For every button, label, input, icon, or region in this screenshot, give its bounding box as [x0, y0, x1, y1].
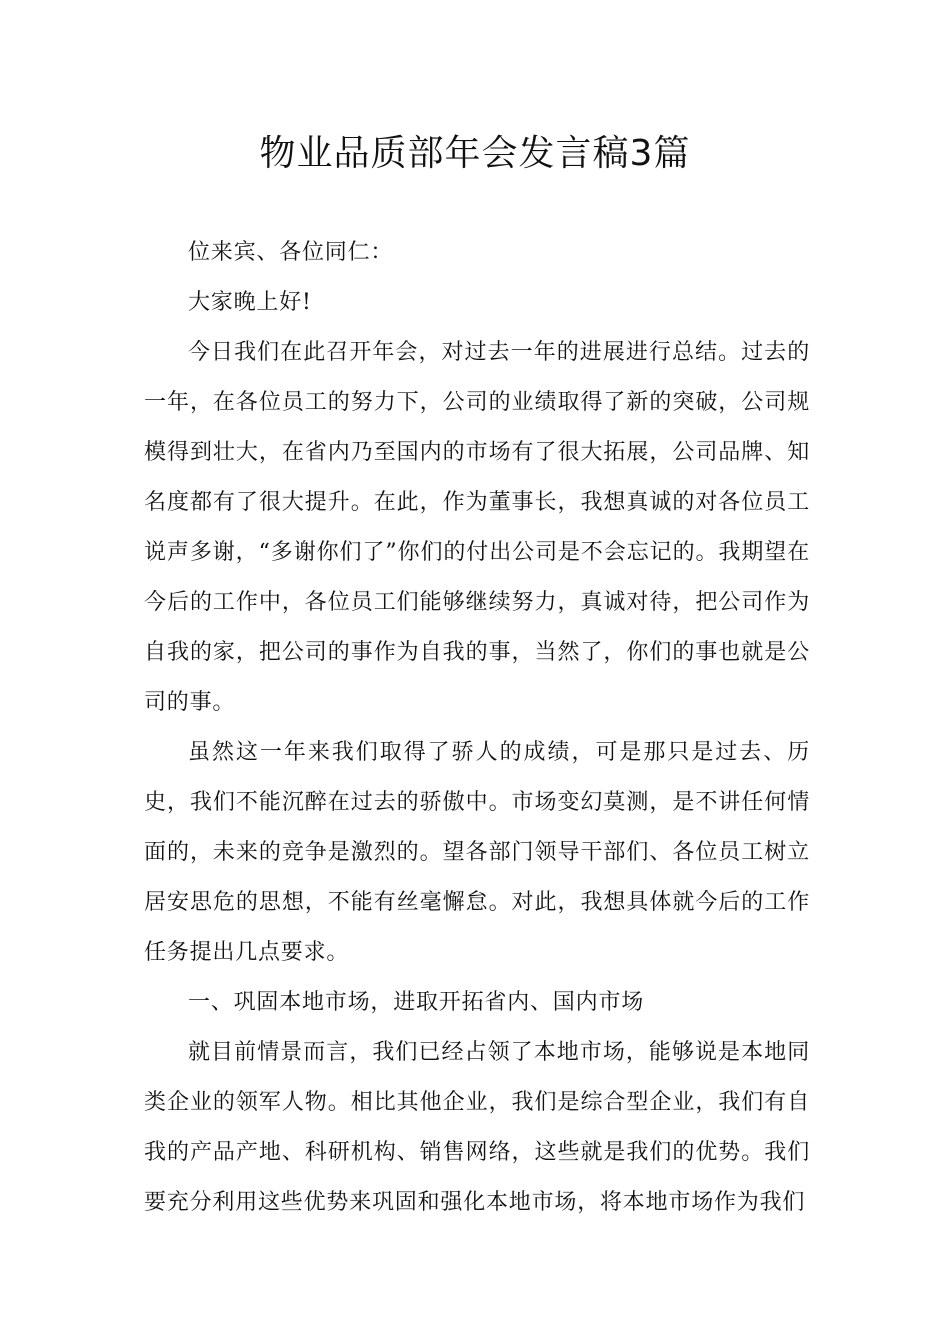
document-title: 物业品质部年会发言稿3篇	[259, 133, 691, 174]
paragraph-greeting: 位来宾、各位同仁：	[188, 240, 394, 265]
paragraph-market: 就目前情景而言，我们已经占领了本地市场，能够说是本地同类企业的领军人物。相比其他企业，我们是综合型企业，我们有自我的产品产地、科研机构、销售网络，这些就是我们的优势。我们要充分利用这些优势来巩固和强化本地市场，将本地市场作为我们	[144, 1040, 810, 1215]
paragraph-review: 今日我们在此召开年会，对过去一年的进展进行总结。过去的一年，在各位员工的努力下，公司的业绩取得了新的突破，公司规模得到壮大，在省内乃至国内的市场有了很大拓展，公司品牌、知名度都有了很大提升。在此，作为董事长，我想真诚的对各位员工说声多谢，“多谢你们了”你们的付出公司是不会忘记的。我期望在今后的工作中，各位员工们能够继续努力，真诚对待，把公司作为自我的家，把公司的事作为自我的事，当然了，你们的事也就是公司的事。	[144, 340, 810, 715]
section-heading: 一、巩固本地市场，进取开拓省内、国内市场	[188, 990, 645, 1015]
document-body	[144, 228, 810, 1228]
paragraph-salutation: 大家晚上好!	[188, 290, 312, 315]
paragraph-warning: 虽然这一年来我们取得了骄人的成绩，可是那只是过去、历史，我们不能沉醉在过去的骄傲中。市场变幻莫测，是不讲任何情面的，未来的竞争是激烈的。望各部门领导干部们、各位员工树立居安思危的思想，不能有丝毫懈怠。对此，我想具体就今后的工作任务提出几点要求。	[144, 740, 810, 965]
